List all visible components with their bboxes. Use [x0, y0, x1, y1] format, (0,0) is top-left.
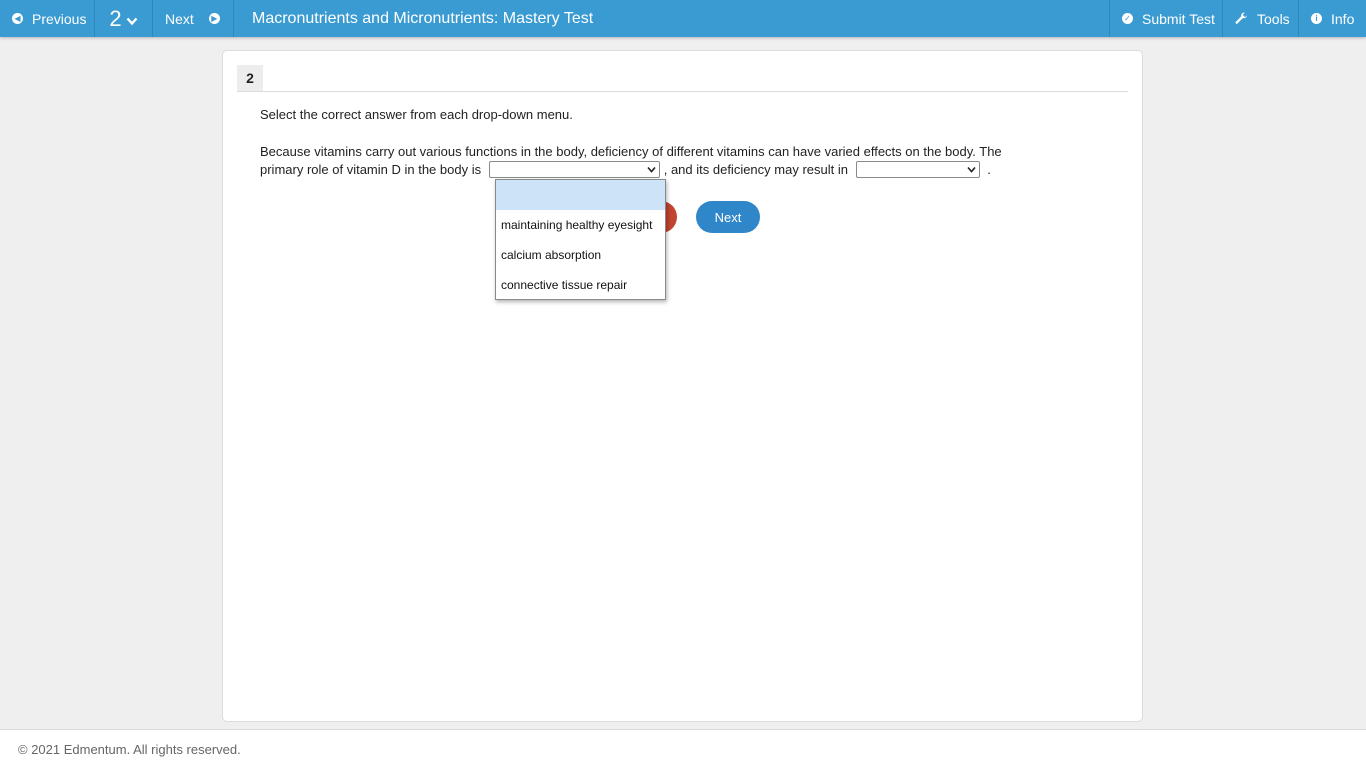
question-text-part3: . — [987, 162, 991, 177]
question-text — [260, 143, 1030, 180]
previous-label: Previous — [32, 10, 87, 27]
info-button[interactable] — [1299, 0, 1366, 37]
info-icon: i — [1311, 13, 1322, 24]
next-button[interactable]: Next — [696, 201, 760, 233]
test-title: Macronutrients and Micronutrients: Mastery Test — [252, 9, 594, 27]
chevron-down-icon — [967, 165, 976, 174]
dropdown-option-blank[interactable] — [496, 180, 665, 210]
tools-button[interactable] — [1223, 0, 1299, 37]
submit-label: Submit Test — [1142, 10, 1215, 27]
deficiency-result-dropdown[interactable] — [856, 161, 980, 178]
footer — [0, 729, 1366, 769]
previous-question-button[interactable] — [0, 0, 95, 37]
submit-test-button[interactable] — [1109, 0, 1223, 37]
copyright-text: © 2021 Edmentum. All rights reserved. — [18, 742, 241, 757]
top-toolbar — [0, 0, 1366, 37]
chevron-down-icon — [647, 165, 656, 174]
chevron-down-icon — [126, 17, 138, 26]
question-instruction: Select the correct answer from each drop-down menu. — [260, 107, 573, 122]
wrench-icon — [1235, 12, 1248, 25]
vitamin-d-role-dropdown[interactable] — [489, 161, 660, 178]
check-circle-icon: ✓ — [1122, 13, 1133, 24]
question-text-part1: Because vitamins carry out various functions in the body, deficiency of different vitamins can have varied effects on the body. The primary role of vitamin D in the body is — [260, 144, 1002, 177]
dropdown-option[interactable]: calcium absorption — [501, 248, 602, 262]
next-question-button[interactable] — [153, 0, 234, 37]
question-text-part2: , and its deficiency may result in — [663, 162, 848, 177]
tools-label: Tools — [1257, 10, 1290, 27]
dropdown-option[interactable]: maintaining healthy eyesight — [501, 218, 653, 232]
next-label: Next — [165, 10, 194, 27]
arrow-right-circle-icon: ▶ — [209, 13, 220, 24]
question-number-badge: 2 — [237, 65, 263, 91]
info-label: Info — [1331, 10, 1355, 27]
question-number-dropdown[interactable] — [95, 0, 153, 37]
question-number: 2 — [109, 5, 122, 31]
dropdown-option[interactable]: connective tissue repair — [501, 278, 628, 292]
divider — [237, 91, 1128, 92]
arrow-left-circle-icon: ◀ — [12, 13, 23, 24]
question-panel — [222, 50, 1143, 722]
vitamin-d-role-options — [495, 179, 666, 300]
